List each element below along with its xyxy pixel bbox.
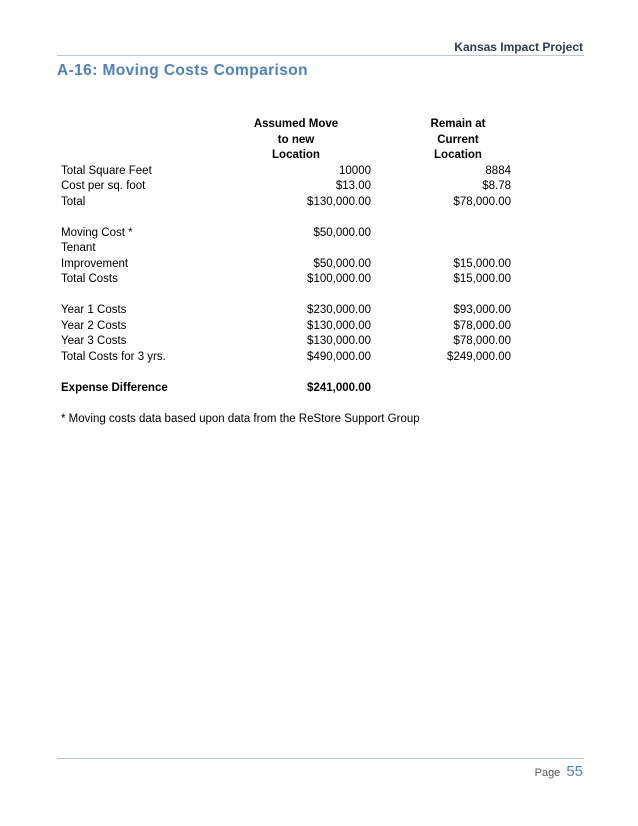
row-label: Tenant — [61, 242, 96, 254]
section-title: A-16: Moving Costs Comparison — [57, 62, 309, 79]
row-label: Cost per sq. foot — [61, 180, 146, 192]
table-row — [61, 319, 511, 335]
table-row — [61, 272, 511, 288]
page-number-value: 55 — [566, 763, 583, 780]
row-value-move: $130,000.00 — [307, 335, 371, 347]
table-row — [61, 195, 511, 211]
row-label: Improvement — [61, 257, 129, 270]
row-value-remain — [371, 381, 511, 397]
row-value-move: $50,000.00 — [313, 257, 371, 270]
row-value-move: $13.00 — [335, 180, 371, 192]
row-value-remain: $78,000.00 — [453, 319, 511, 332]
row-label: Total Costs for 3 yrs. — [61, 350, 166, 363]
row-label: Year 1 Costs — [61, 304, 127, 316]
row-value-remain: $15,000.00 — [453, 257, 511, 270]
table-spacer — [61, 288, 511, 304]
row-value-move: $241,000.00 — [307, 381, 371, 394]
row-value-move: $130,000.00 — [307, 195, 371, 208]
row-label: Total — [61, 195, 86, 208]
row-value-remain: $8.78 — [482, 180, 511, 192]
table-row — [61, 241, 511, 257]
footnote: * Moving costs data based upon data from the ReStore Support Group — [61, 413, 420, 425]
table-header-row: to new Current — [277, 133, 479, 146]
row-value-remain: $78,000.00 — [453, 335, 511, 347]
row-value-move: $100,000.00 — [307, 273, 371, 285]
table-row — [61, 179, 511, 195]
row-value-remain — [371, 241, 511, 257]
table-row — [61, 257, 511, 273]
table-header-row — [61, 117, 511, 133]
row-label: Year 2 Costs — [61, 319, 127, 332]
row-value-move: $230,000.00 — [307, 304, 371, 316]
table-row — [61, 350, 511, 366]
col-header-remain: Remain at — [430, 118, 486, 130]
row-value-move: 10000 — [339, 164, 371, 177]
page-label: Page — [534, 767, 561, 779]
table-row — [61, 303, 511, 319]
row-label: Year 3 Costs — [61, 335, 127, 347]
row-value-remain: $249,000.00 — [447, 350, 511, 363]
footer-rule — [57, 758, 584, 759]
row-label: Moving Cost * — [61, 226, 133, 239]
row-value-move: $50,000.00 — [313, 226, 371, 239]
table-row — [61, 226, 511, 242]
moving-costs-table — [61, 117, 511, 396]
row-label: Expense Difference — [61, 381, 168, 394]
row-value-remain — [371, 226, 511, 242]
table-spacer — [61, 210, 511, 226]
page-number — [535, 763, 583, 780]
row-value-remain: 8884 — [485, 164, 511, 177]
table-row — [61, 334, 511, 350]
row-value-move: $490,000.00 — [307, 350, 371, 363]
expense-difference-row — [61, 381, 511, 397]
row-label: Total Costs — [61, 273, 118, 285]
row-value-move: $130,000.00 — [307, 319, 371, 332]
table-header-row: Location Location — [272, 149, 482, 161]
col-header-assumed-move: Assumed Move — [253, 118, 339, 130]
table-row — [61, 164, 511, 180]
header-rule — [57, 55, 584, 56]
row-value-remain: $15,000.00 — [453, 273, 511, 285]
header-project-name: Kansas Impact Project — [454, 40, 583, 54]
row-label: Total Square Feet — [61, 164, 152, 177]
row-value-remain: $93,000.00 — [453, 304, 511, 316]
table-spacer — [61, 365, 511, 381]
row-value-remain: $78,000.00 — [453, 195, 511, 208]
row-value-move — [171, 241, 371, 257]
